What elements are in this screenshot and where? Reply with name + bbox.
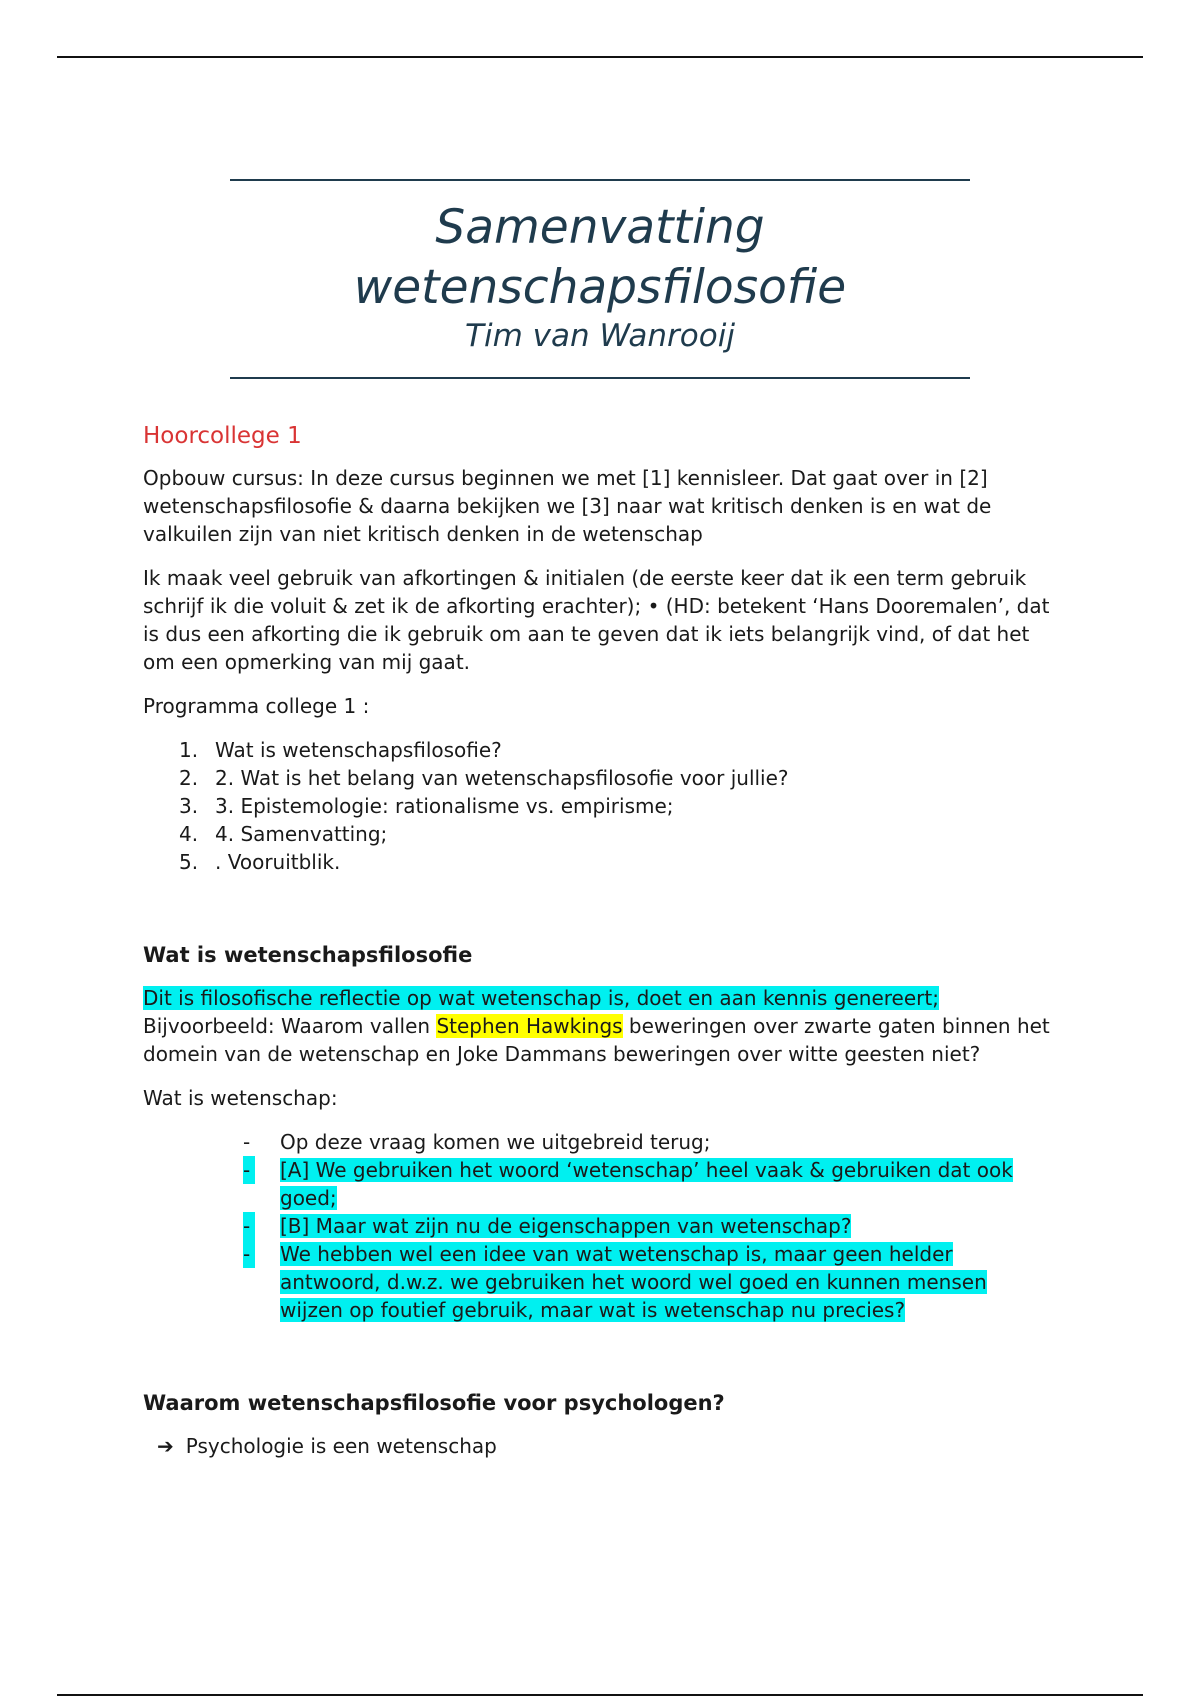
paragraph-opbouw: Opbouw cursus: In deze cursus beginnen we met [1] kennisleer. Dat gaat over in [2] wetenschapsfilosofie & daarna bekijken we [3] naar wat kritisch denken is en wat de valkuilen zijn van niet kritisch denken in de wetenschap	[143, 466, 992, 546]
list-item: 5. . Vooruitblik.	[179, 850, 341, 874]
document-body	[143, 410, 1053, 1460]
title-line-1: Samenvatting	[435, 200, 765, 255]
document-title	[230, 198, 970, 318]
arrow-icon: ➔	[157, 1434, 174, 1458]
list-item: 4. 4. Samenvatting;	[179, 822, 388, 846]
list-item: 1. Wat is wetenschapsfilosofie?	[179, 738, 502, 762]
title-block	[230, 179, 970, 379]
section-heading-psychologen: Waarom wetenschapsfilosofie voor psychologen?	[143, 1391, 725, 1415]
title-line-2: wetenschapsfilosofie	[353, 260, 847, 315]
paragraph-afkortingen: Ik maak veel gebruik van afkortingen & initialen (de eerste keer dat ik een term gebruik schrijf ik die voluit & zet ik de afkorting erachter); • (HD: betekent ‘Hans Dooremalen’, dat is dus een afkorting die ik gebruik om aan te geven dat ik iets belangrijk vind, of dat het om een opmerking van mij gaat.	[143, 566, 1050, 674]
list-item: - We hebben wel een idee van wat wetenschap is, maar geen helder antwoord, d.w.z. we gebruiken het woord wel goed en kunnen mensen wijzen op foutief gebruik, maar wat is wetenschap nu precies?	[243, 1242, 987, 1322]
programma-label: Programma college 1 :	[143, 694, 370, 718]
section-heading-wat-is: Wat is wetenschapsfilosofie	[143, 943, 473, 967]
page-bottom-rule	[57, 1694, 1143, 1696]
list-item: 3. 3. Epistemologie: rationalisme vs. empirisme;	[179, 794, 674, 818]
wetenschap-list	[143, 1128, 1053, 1324]
author-name: Tim van Wanrooij	[465, 318, 735, 354]
section-heading-hoorcollege: Hoorcollege 1	[143, 423, 302, 449]
page-top-rule	[57, 56, 1143, 58]
highlighted-name: Stephen Hawkings	[436, 1014, 623, 1038]
list-item: - [A] We gebruiken het woord ‘wetenschap’ heel vaak & gebruiken dat ook goed;	[243, 1158, 1013, 1210]
paragraph-definitie: Dit is filosofische reflectie op wat wetenschap is, doet en aan kennis genereert; Bijvoorbeeld: Waarom vallen Stephen Hawkings beweringen over zwarte gaten binnen het domein van de wetenschap en Joke Dammans beweringen over witte geesten niet?	[143, 986, 1050, 1066]
list-item: 2. 2. Wat is het belang van wetenschapsfilosofie voor jullie?	[179, 766, 789, 790]
wat-is-wetenschap-label: Wat is wetenschap:	[143, 1086, 338, 1110]
arrow-list-item: ➔ Psychologie is een wetenschap	[157, 1434, 497, 1458]
programma-list	[143, 736, 1053, 876]
highlighted-definition: Dit is filosofische reflectie op wat wetenschap is, doet en aan kennis genereert;	[143, 986, 939, 1010]
list-item: - Op deze vraag komen we uitgebreid terug;	[243, 1130, 711, 1154]
list-item: - [B] Maar wat zijn nu de eigenschappen van wetenschap?	[243, 1214, 852, 1238]
